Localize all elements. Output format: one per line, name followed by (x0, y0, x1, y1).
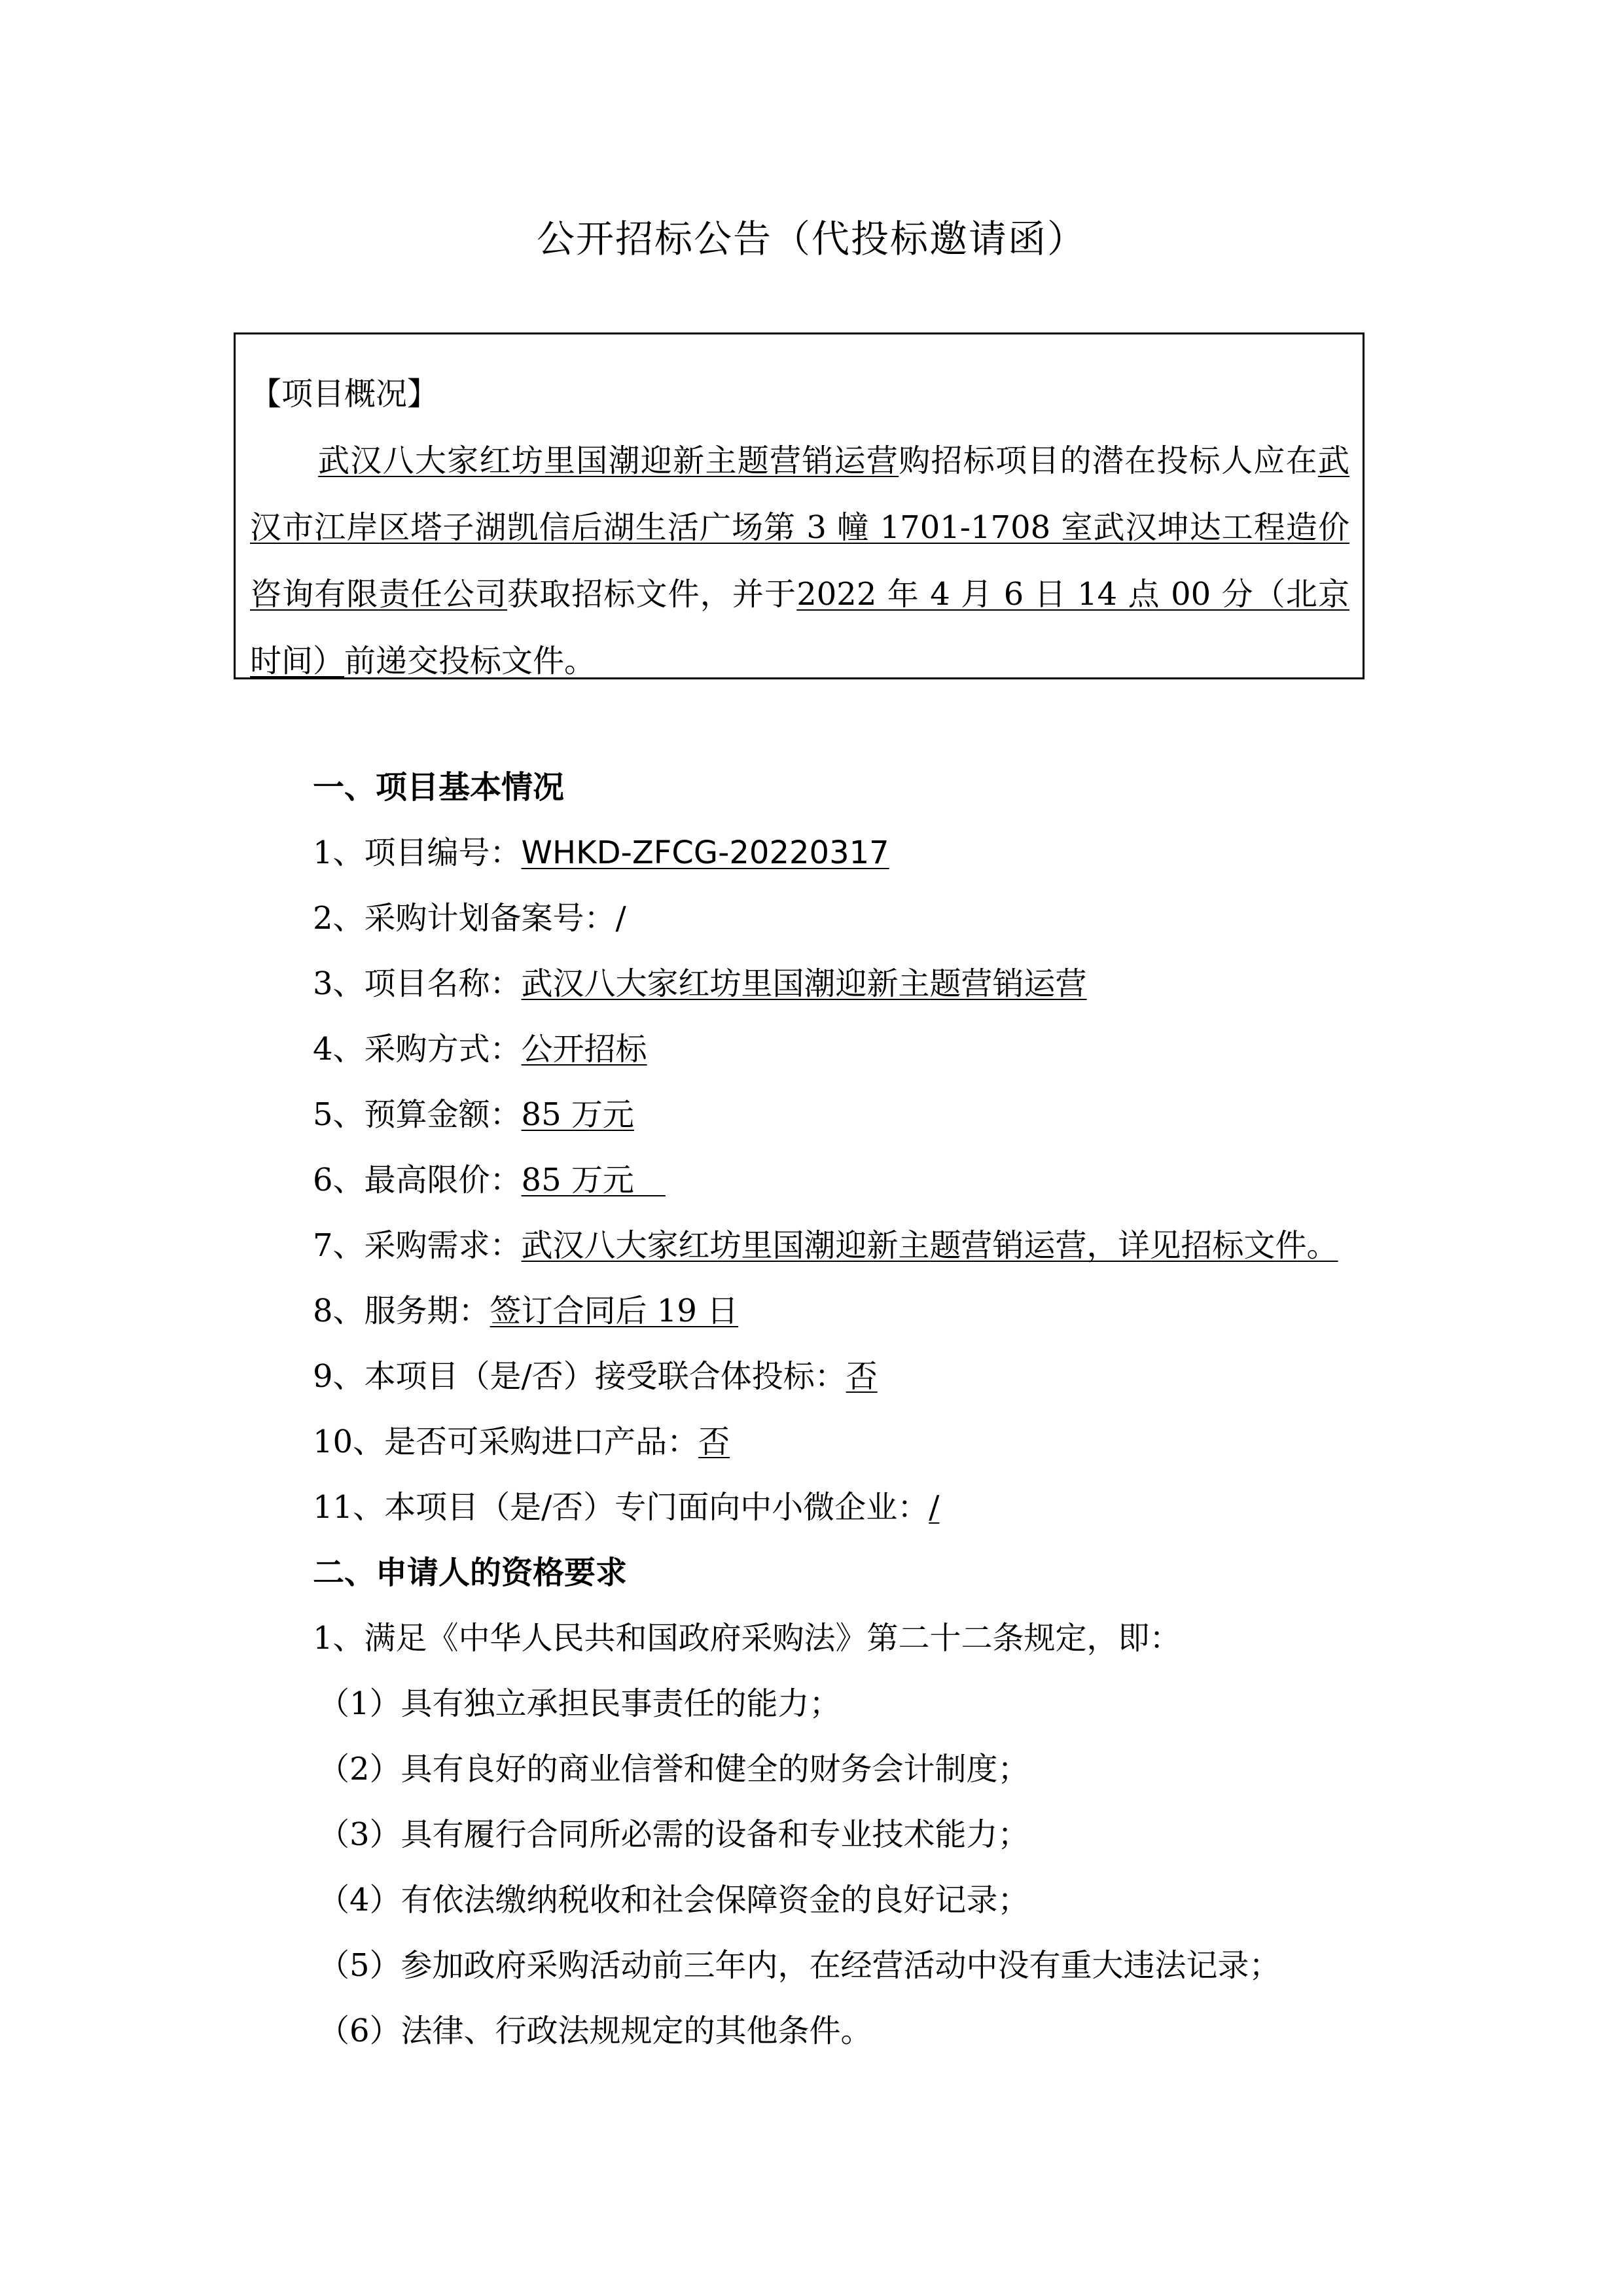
overview-address: 武汉市江岸区塔子湖凯信后湖生活广场第 3 幢 1701-1708 室武汉坤达工程造价咨询有限责任公司 (250, 442, 1349, 613)
overview-text-1: 购招标项目的潜在投标人应在 (899, 442, 1318, 479)
item-label: 3、项目名称： (313, 965, 522, 1002)
item-label: 10、是否可采购进口产品： (313, 1424, 699, 1460)
overview-text (250, 427, 1349, 694)
item-label: 2、采购计划备案号： (313, 900, 616, 937)
qualification-item: （1）具有独立承担民事责任的能力； (318, 1685, 841, 1722)
item-value: 武汉八大家红坊里国潮迎新主题营销运营，详见招标文件。 (521, 1227, 1338, 1264)
qualification-item: （4）有依法缴纳税收和社会保障资金的良好记录； (318, 1882, 1029, 1918)
item-service-period (313, 1285, 738, 1331)
item-value: 否 (846, 1358, 878, 1395)
overview-heading: 【项目概况】 (250, 376, 439, 412)
section-1-heading: 一、项目基本情况 (313, 769, 565, 806)
item-project-name (313, 958, 1087, 1003)
item-procurement-method (313, 1024, 647, 1069)
overview-deadline: 2022 年 4 月 6 日 14 点 00 分（北京时间） (250, 576, 1349, 679)
qualification-item: （5）参加政府采购活动前三年内，在经营活动中没有重大违法记录； (318, 1947, 1281, 1984)
item-value: 武汉八大家红坊里国潮迎新主题营销运营 (521, 965, 1087, 1002)
item-label: 7、采购需求： (313, 1227, 522, 1264)
item-value: 公开招标 (521, 1031, 647, 1067)
qualification-item: （6）法律、行政法规规定的其他条件。 (318, 2013, 872, 2049)
item-value: 否 (698, 1424, 730, 1460)
item-project-number (313, 827, 889, 872)
item-value: 签订合同后 19 日 (490, 1293, 739, 1329)
item-label: 5、预算金额： (313, 1096, 522, 1133)
item-value: 85 万元 (521, 1096, 634, 1133)
qualification-item: （2）具有良好的商业信誉和健全的财务会计制度； (318, 1751, 1029, 1787)
item-label: 6、最高限价： (313, 1162, 522, 1198)
item-max-price (313, 1155, 666, 1200)
item-requirements (313, 1220, 1338, 1265)
item-label: 9、本项目（是/否）接受联合体投标： (313, 1358, 846, 1395)
item-value: 85 万元 (521, 1162, 666, 1198)
item-value: WHKD-ZFCG-20220317 (521, 834, 889, 871)
qualification-intro: 1、满足《中华人民共和国政府采购法》第二十二条规定，即： (313, 1620, 1181, 1657)
overview-project-name: 武汉八大家红坊里国潮迎新主题营销运营 (318, 442, 899, 479)
item-plan-record-number (313, 893, 626, 938)
item-sme (313, 1482, 939, 1527)
item-consortium (313, 1351, 878, 1396)
section-2-heading: 二、申请人的资格要求 (313, 1554, 628, 1591)
item-label: 11、本项目（是/否）专门面向中小微企业： (313, 1489, 929, 1526)
item-budget (313, 1089, 634, 1134)
item-label: 1、项目编号： (313, 834, 522, 871)
item-import-products (313, 1416, 730, 1462)
overview-text-3: 前递交投标文件。 (344, 643, 596, 679)
overview-box (234, 332, 1364, 679)
item-label: 8、服务期： (313, 1293, 490, 1329)
overview-text-2: 获取招标文件，并于 (507, 576, 797, 613)
item-label: 4、采购方式： (313, 1031, 522, 1067)
page-title: 公开招标公告（代投标邀请函） (536, 217, 1086, 261)
item-value: / (615, 900, 626, 937)
item-value: / (929, 1489, 940, 1526)
qualification-item: （3）具有履行合同所必需的设备和专业技术能力； (318, 1816, 1029, 1853)
